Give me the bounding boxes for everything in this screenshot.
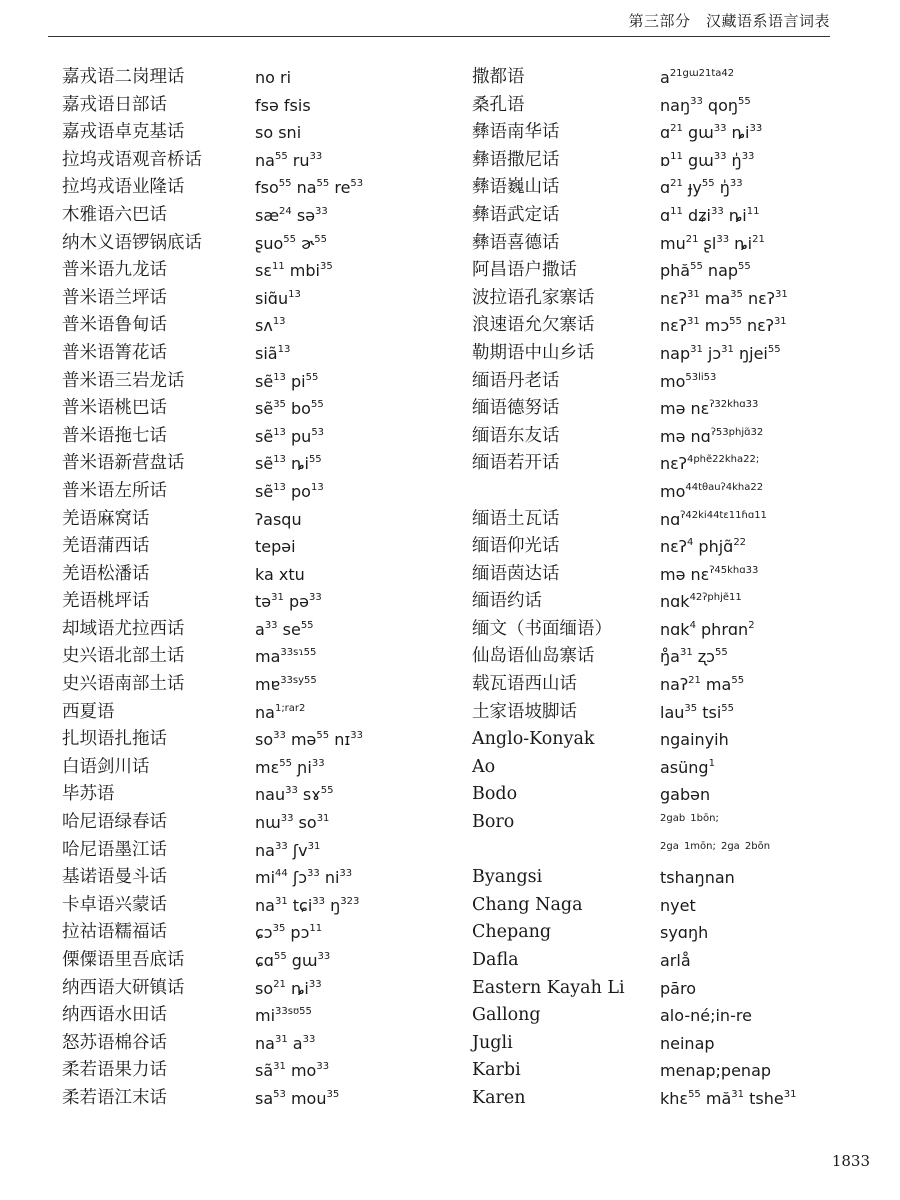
word-form: lau$^{35}$ tsi$^{55}$: [660, 702, 734, 722]
word-form: nɑk$^4$ phrɑn$^2$: [660, 619, 755, 639]
word-form: ka xtu: [255, 564, 305, 584]
language-name: Gallong: [472, 1005, 541, 1026]
language-name: 哈尼语墨江话: [62, 839, 167, 860]
language-name: Byangsi: [472, 867, 543, 888]
word-form: tə$^{31}$ pə$^{33}$: [255, 592, 322, 612]
language-name: 普米语兰坪话: [62, 287, 167, 308]
language-name: 勒期语中山乡话: [472, 342, 595, 363]
word-form: $sæ^{24}$ sə$^{33}$: [255, 205, 328, 225]
language-name: 普米语拖七话: [62, 425, 167, 446]
word-form: mə nɑ$^{ʔ53phjɑ̃32}$: [660, 426, 764, 446]
word-form: $na^{31}$ $a^{33}$: [255, 1033, 316, 1053]
language-name: 纳西语水田话: [62, 1005, 167, 1026]
language-name: Eastern Kayah Li: [472, 977, 625, 998]
language-name: Karbi: [472, 1060, 521, 1081]
language-name: 普米语箐花话: [62, 342, 167, 363]
language-name: 彝语南华话: [472, 122, 560, 143]
word-form: $na^{31}$ tɕi$^{33}$ $ŋ^{323}$: [255, 895, 360, 915]
word-form: $na^{33}$ ʃv$^{31}$: [255, 840, 321, 860]
language-name: 普米语九龙话: [62, 260, 167, 281]
word-form: sẽ$^{13}$ $ȵi^{55}$: [255, 454, 322, 474]
word-form: $so^{33}$ mə$^{55}$ nɪ$^{33}$: [255, 730, 364, 750]
word-form: sẽ$^{35}$ $bo^{55}$: [255, 399, 324, 419]
word-form: $mo^{44t\theta auʔ4kha22}$: [660, 481, 764, 501]
language-name: 普米语鲁甸话: [62, 315, 167, 336]
word-form: $ŋ̊a^{31}$ ʐɔ$^{55}$: [660, 647, 728, 667]
word-form: so sni: [255, 123, 302, 143]
word-form: menap;penap: [660, 1061, 772, 1081]
language-name: 普米语新营盘话: [62, 453, 185, 474]
language-name: 缅语东友话: [472, 425, 560, 446]
language-name: 彝语巍山话: [472, 177, 560, 198]
language-name: 普米语三岩龙话: [62, 370, 185, 391]
language-name: 彝语撒尼话: [472, 149, 560, 170]
word-form: ngainyih: [660, 730, 729, 750]
language-name: 哈尼语绿春话: [62, 812, 167, 833]
word-form: mɛ$^{55}$ ɲi$^{33}$: [255, 757, 325, 777]
word-form: tshaŋnan: [660, 868, 735, 888]
word-form: $na^{1;rar2}$: [255, 702, 306, 722]
language-name: 毕苏语: [62, 784, 115, 805]
language-name: 怒苏语棉谷话: [62, 1032, 167, 1053]
word-form: siã$^{13}$: [255, 343, 291, 363]
word-form: ɕɔ$^{35}$ pɔ$^{11}$: [255, 923, 323, 943]
language-name: Karen: [472, 1087, 526, 1108]
language-name: 缅语茵达话: [472, 563, 560, 584]
language-name: 拉祜语糯福话: [62, 922, 167, 943]
right-language-column: [472, 64, 625, 1113]
language-name: 嘉戎语二岗理话: [62, 67, 185, 87]
language-name: 史兴语南部土话: [62, 674, 185, 695]
language-name: 拉坞戎语观音桥话: [62, 149, 202, 170]
word-form: $mo^{53li53}$: [660, 371, 717, 391]
language-name: 史兴语北部土话: [62, 646, 185, 667]
word-form: ɑ$^{11}$ dʑi$^{33}$ $ȵi^{11}$: [660, 205, 760, 225]
word-form: mə nɛ$^{ʔ32khɑ33}$: [660, 399, 759, 419]
word-form: naʔ$^{21}$ $ma^{55}$: [660, 675, 745, 695]
word-form: sɛ$^{11}$ mbi$^{35}$: [255, 261, 333, 281]
word-form: fso$^{55}$ $na^{55}$ $re^{53}$: [255, 178, 364, 198]
word-form: $a^{21gɯ21ta42}$: [660, 68, 735, 87]
right-word-column: [660, 64, 796, 1113]
word-form: $sã^{31}$ $mo^{33}$: [255, 1061, 330, 1081]
word-form: khɛ$^{55}$ $mă^{31}$ tshe$^{31}$: [660, 1088, 797, 1108]
word-form: fsə fsis: [255, 95, 311, 115]
word-form: gabən: [660, 785, 711, 805]
word-form: sʌ$^{13}$: [255, 316, 286, 336]
word-form: syɑŋh: [660, 923, 709, 943]
word-form: $mu^{21}$ ʂl$^{33}$ $ȵi^{21}$: [660, 233, 765, 253]
header-title: 第三部分 汉藏语系语言词表: [628, 12, 830, 30]
word-form: mə nɛ$^{ʔ45khɑ33}$: [660, 564, 759, 584]
language-name: 普米语桃巴话: [62, 398, 167, 419]
language-name: 缅语仰光话: [472, 536, 560, 557]
word-form: ʂuo$^{55}$ ɚ$^{55}$: [255, 233, 327, 253]
language-name: 羌语桃坪话: [62, 591, 150, 612]
language-name: Jugli: [472, 1032, 513, 1053]
language-name: 缅语德努话: [472, 398, 560, 419]
language-name: Bodo: [472, 784, 518, 805]
word-form: nɛʔ$^{31}$ $ma^{35}$ nɛʔ$^{31}$: [660, 288, 788, 308]
word-form: $so^{21}$ $ȵi^{33}$: [255, 978, 322, 998]
language-name: Anglo-Konyak: [472, 729, 595, 750]
word-form: $ma^{33sɿ55}$: [255, 647, 317, 667]
language-name: 纳西语大研镇话: [62, 977, 185, 998]
language-name: 土家语坡脚话: [472, 701, 577, 722]
language-name: 羌语麻窝话: [62, 508, 150, 529]
language-name: 仙岛语仙岛寨话: [472, 646, 595, 667]
word-form: $a^{33}$ $se^{55}$: [255, 619, 314, 639]
word-form: $siɑ̃u^{13}$: [255, 288, 301, 308]
word-form: alo-né;in-re: [660, 1006, 752, 1026]
word-form: nɯ$^{33}$ $so^{31}$: [255, 813, 330, 833]
word-form: phă$^{55}$ nap$^{55}$: [660, 261, 751, 281]
word-form: $mi^{44}$ ʃɔ$^{33}$ $ni^{33}$: [255, 868, 353, 888]
language-name: Ao: [472, 756, 496, 777]
word-form: ɕɑ$^{55}$ gɯ$^{33}$: [255, 951, 331, 970]
word-form: nɛʔ$^{4phẽ22kha22;}$: [660, 454, 760, 474]
word-form: pāro: [660, 978, 696, 998]
word-form: asüng$^1$: [660, 757, 715, 777]
word-form: $^{2gab}$ $^{1bōn;}$: [660, 813, 719, 825]
word-form: sẽ$^{13}$ $pu^{53}$: [255, 426, 325, 446]
word-form: neinap: [660, 1033, 715, 1053]
language-name: 羌语蒲西话: [62, 536, 150, 557]
language-name: 白语剑川话: [62, 756, 150, 777]
language-name: 阿昌语户撒话: [472, 260, 577, 281]
language-name: 基诺语曼斗话: [62, 867, 167, 888]
word-form: tepəi: [255, 537, 296, 557]
word-form: mɐ$^{33sy55}$: [255, 675, 317, 695]
page-number: 1833: [831, 1152, 870, 1170]
language-name: 却域语尤拉西话: [62, 618, 185, 639]
word-form: nɑ$^{ʔ42ki44tɛ11ɦɑ11}$: [660, 509, 767, 529]
word-form: nau$^{33}$ sɤ$^{55}$: [255, 785, 334, 805]
word-form: nɑk$^{42ʔphjẽ11}$: [660, 592, 742, 612]
language-name: 卡卓语兴蒙话: [62, 894, 167, 915]
language-name: 载瓦语西山话: [472, 674, 577, 695]
language-name: Chepang: [472, 922, 552, 943]
language-name: 柔若语江末话: [62, 1087, 167, 1108]
left-word-column: [255, 64, 363, 1113]
language-name: 撒都语: [472, 67, 525, 87]
language-name: 木雅语六巴话: [62, 204, 167, 225]
language-name: 西夏语: [62, 701, 115, 722]
word-form: $^{2ga}$ $^{1mōn;}$ $^{2ga}$ $^{2bōn}$: [660, 840, 771, 852]
language-name: 扎坝语扎拖话: [62, 729, 167, 750]
word-form: no ri: [255, 68, 292, 87]
word-form: nɛʔ$^4$ phjɑ̃$^{22}$: [660, 537, 747, 557]
word-form: $mi^{33sʊ55}$: [255, 1006, 312, 1026]
left-language-column: [62, 64, 202, 1113]
word-form: naŋ$^{33}$ qoŋ$^{55}$: [660, 95, 751, 115]
language-name: Chang Naga: [472, 894, 583, 915]
language-name: 彝语武定话: [472, 204, 560, 225]
word-form: sẽ$^{13}$ $pi^{55}$: [255, 371, 319, 391]
language-name: [472, 837, 625, 865]
word-form: nɛʔ$^{31}$ mɔ$^{55}$ nɛʔ$^{31}$: [660, 316, 787, 336]
word-form: $na^{55}$ $ru^{33}$: [255, 150, 323, 170]
language-name: 普米语左所话: [62, 480, 167, 501]
language-name: 缅语约话: [472, 591, 542, 612]
language-name: 缅语丹老话: [472, 370, 560, 391]
word-form: nap$^{31}$ jɔ$^{31}$ ŋjei$^{55}$: [660, 343, 781, 363]
language-name: 缅文（书面缅语）: [472, 618, 612, 639]
word-form: nyet: [660, 895, 696, 915]
word-form: ɑ$^{21}$ gɯ$^{33}$ $ȵi^{33}$: [660, 123, 763, 143]
word-form: ɑ$^{21}$ ɟy$^{55}$ ŋ̍$^{33}$: [660, 178, 743, 198]
language-name: 缅语若开话: [472, 453, 560, 474]
language-name: 桑孔语: [472, 94, 525, 115]
language-name: Boro: [472, 812, 515, 833]
language-name: 拉坞戎语业隆话: [62, 177, 185, 198]
language-name: 纳木义语锣锅底话: [62, 232, 202, 253]
language-name: 嘉戎语卓克基话: [62, 122, 185, 143]
language-name: 羌语松潘话: [62, 563, 150, 584]
language-name: 浪速语允欠寨话: [472, 315, 595, 336]
language-name: 傈僳语里吾底话: [62, 950, 185, 970]
language-name: [472, 478, 625, 506]
word-form: sẽ$^{13}$ $po^{13}$: [255, 481, 324, 501]
language-name: Dafla: [472, 950, 519, 970]
language-name: 嘉戎语日部话: [62, 94, 167, 115]
word-form: arlå: [660, 951, 691, 970]
language-name: 柔若语果力话: [62, 1060, 167, 1081]
page-header: [48, 6, 830, 37]
language-name: 波拉语孔家寨话: [472, 287, 595, 308]
word-form: $sa^{53}$ mou$^{35}$: [255, 1088, 340, 1108]
language-name: 彝语喜德话: [472, 232, 560, 253]
language-name: 缅语土瓦话: [472, 508, 560, 529]
word-form: ʔasqu: [255, 509, 302, 529]
word-form: ɒ$^{11}$ gɯ$^{33}$ ŋ̍$^{33}$: [660, 150, 755, 170]
